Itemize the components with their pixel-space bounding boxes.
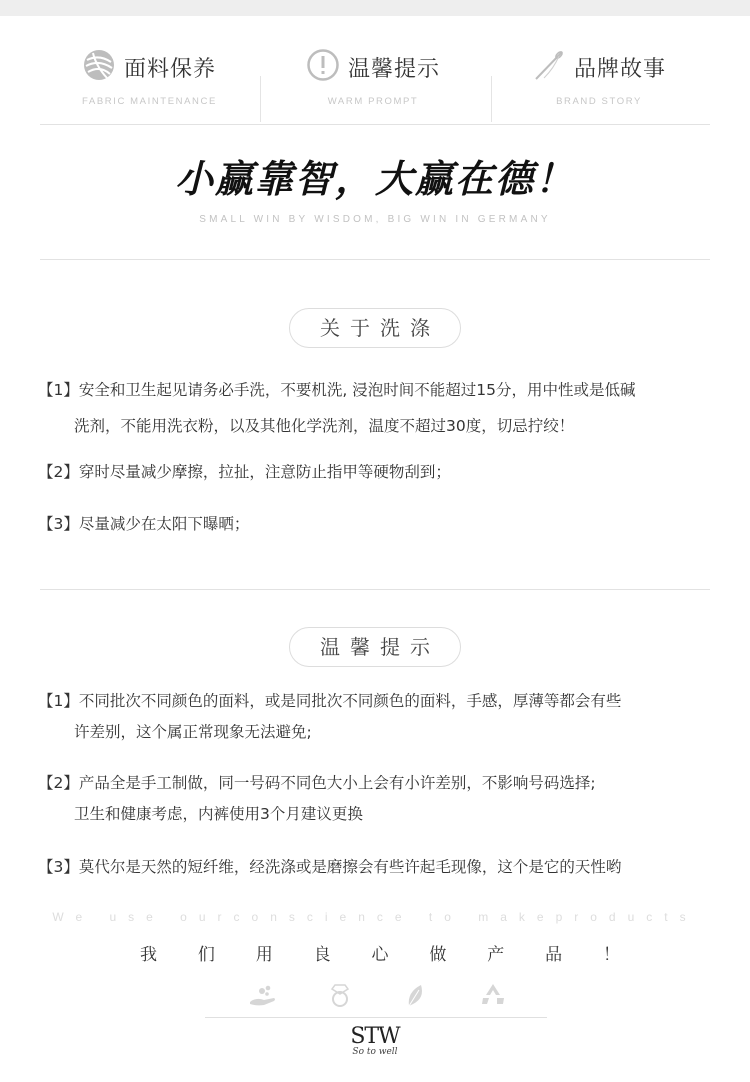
item-text: 穿时尽量减少摩擦，拉扯，注意防止指甲等硬物刮到； bbox=[78, 463, 451, 481]
footer-chinese-slogan bbox=[140, 940, 620, 965]
slogan: 小赢靠智，大赢在德！ bbox=[174, 156, 575, 201]
logo-mark: STW bbox=[350, 1024, 400, 1049]
footer-char: 产 bbox=[487, 945, 505, 965]
item-number: 【1】 bbox=[38, 692, 79, 710]
list-item bbox=[38, 852, 728, 883]
tab-label: 温馨提示 bbox=[348, 56, 441, 82]
list-item bbox=[38, 457, 728, 488]
tab-sublabel: FABRIC MAINTENANCE bbox=[82, 96, 217, 107]
recycle-icon bbox=[478, 982, 508, 1008]
item-text: 产品全是手工制做，同一号码不同色大小上会有小许差别，不影响号码选择; bbox=[78, 774, 596, 792]
tab-fabric-maintenance[interactable] bbox=[82, 48, 217, 107]
footer-char: 良 bbox=[313, 945, 331, 965]
footer-char: 做 bbox=[429, 945, 447, 965]
divider bbox=[40, 124, 710, 125]
list-item bbox=[38, 686, 728, 748]
tab-divider bbox=[260, 76, 261, 122]
list-item bbox=[38, 375, 728, 442]
diamond-ring-icon bbox=[325, 982, 355, 1008]
item-text: 安全和卫生起见请务必手洗，不要机洗, 浸泡时间不能超过15分，用中性或是低碱 bbox=[78, 381, 636, 399]
footer-icons bbox=[248, 982, 508, 1008]
tab-divider bbox=[491, 76, 492, 122]
list-item bbox=[38, 509, 728, 540]
divider bbox=[40, 589, 710, 590]
item-number: 【2】 bbox=[38, 463, 79, 481]
header-tabs bbox=[40, 48, 710, 124]
item-text: 尽量减少在太阳下曝晒； bbox=[78, 515, 250, 533]
hand-water-icon bbox=[248, 982, 278, 1008]
item-text: 不同批次不同颜色的面料，或是同批次不同颜色的面料，手感，厚薄等都会有些 bbox=[78, 692, 622, 710]
slogan-subtitle: SMALL WIN BY WISDOM, BIG WIN IN GERMANY bbox=[199, 214, 551, 225]
item-number: 【2】 bbox=[38, 774, 79, 792]
item-number: 【3】 bbox=[38, 858, 79, 876]
item-text-continued: 洗剂，不能用洗衣粉，以及其他化学洗剂，温度不超过30度，切忌拧绞！ bbox=[74, 417, 575, 435]
item-number: 【1】 bbox=[38, 381, 79, 399]
item-text-continued: 卫生和健康考虑，内裤使用3个月建议更换 bbox=[74, 805, 363, 823]
logo-tagline: So to well bbox=[352, 1047, 398, 1057]
item-text-continued: 许差别，这个属正常现象无法避免; bbox=[74, 723, 312, 741]
brand-logo bbox=[0, 1024, 750, 1057]
divider bbox=[40, 259, 710, 260]
tab-sublabel: BRAND STORY bbox=[556, 96, 642, 107]
footer-english-slogan: We use ourconscience to makeproducts bbox=[52, 910, 698, 924]
footer-char: 我 bbox=[140, 945, 157, 965]
exclamation-circle-icon bbox=[306, 48, 340, 86]
footer-char: ！ bbox=[603, 945, 620, 965]
tab-label: 品牌故事 bbox=[574, 56, 667, 82]
tab-warm-prompt[interactable] bbox=[306, 48, 440, 107]
leaf-icon bbox=[401, 982, 431, 1008]
tab-sublabel: WARM PROMPT bbox=[327, 96, 419, 107]
divider bbox=[205, 1017, 547, 1018]
item-number: 【3】 bbox=[38, 515, 79, 533]
footer-char: 用 bbox=[255, 945, 273, 965]
sewing-needle-icon bbox=[532, 48, 566, 86]
top-strip bbox=[0, 0, 750, 16]
tab-brand-story[interactable] bbox=[532, 48, 666, 107]
list-item bbox=[38, 768, 728, 830]
item-text: 莫代尔是天然的短纤维，经洗涤或是磨擦会有些许起毛现像，这个是它的天性哟 bbox=[78, 858, 622, 876]
section-title-washing: 关于洗涤 bbox=[289, 308, 461, 348]
footer-char: 品 bbox=[545, 945, 563, 965]
footer-char: 心 bbox=[371, 945, 389, 965]
footer-char: 们 bbox=[197, 945, 215, 965]
section-title-tips: 温馨提示 bbox=[289, 627, 461, 667]
tab-label: 面料保养 bbox=[124, 56, 217, 82]
yarn-ball-icon bbox=[82, 48, 116, 86]
